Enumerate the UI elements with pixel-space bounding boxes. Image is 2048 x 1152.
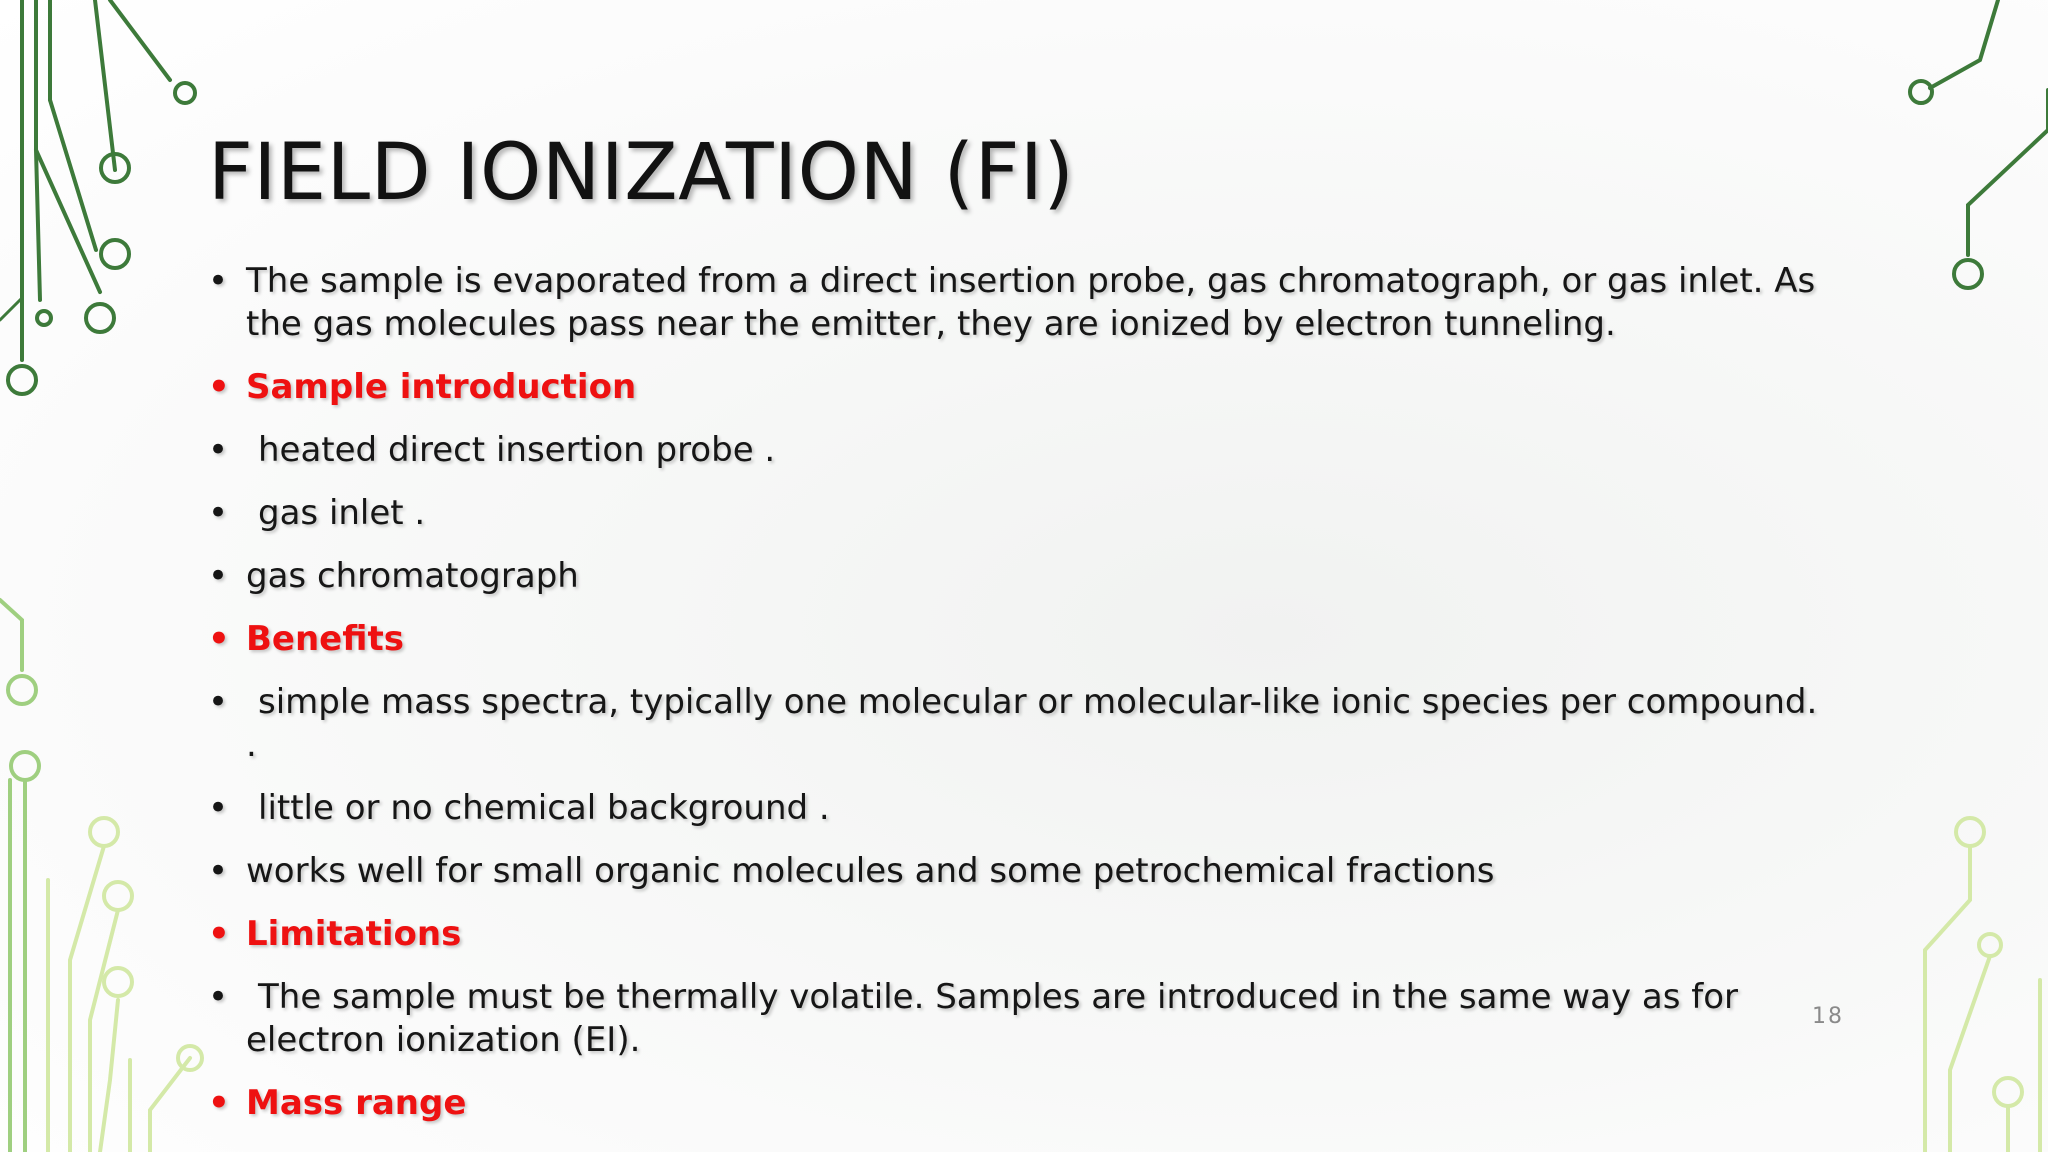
bullet-text: Limitations [246, 914, 462, 954]
bullet-text: works well for small organic molecules and some petrochemical fractions [246, 851, 1495, 891]
bullet-item [208, 976, 1828, 1062]
bullet-text: Benefits [246, 619, 404, 659]
bullet-text: gas inlet . [258, 493, 426, 533]
bullet-list [208, 260, 1828, 1145]
bullet-text: little or no chemical background . [258, 788, 830, 828]
bullet-text: simple mass spectra, typically one molecular or molecular-like ionic species per compound. . [246, 682, 1818, 765]
bullet-item [208, 787, 1828, 830]
section-heading-benefits [208, 618, 1828, 661]
bullet-item [208, 492, 1828, 535]
circuit-bottom-right [1925, 818, 2040, 1152]
bullet-item [208, 850, 1828, 893]
bullet-item [208, 555, 1828, 598]
circuit-top-right [1910, 0, 2048, 288]
bullet-item [208, 260, 1828, 346]
bullet-text: The sample must be thermally volatile. Samples are introduced in the same way as for electron ionization (EI). [246, 977, 1738, 1060]
section-heading-sample-introduction [208, 366, 1828, 409]
bullet-text: Mass range [246, 1083, 467, 1123]
bullet-item [208, 681, 1828, 767]
bullet-item [208, 429, 1828, 472]
circuit-top-left [0, 0, 195, 394]
section-heading-limitations [208, 913, 1828, 956]
bullet-text: Sample introduction [246, 367, 637, 407]
bullet-text: The sample is evaporated from a direct insertion probe, gas chromatograph, or gas inlet. As the gas molecules pass near the emitter, they are ionized by electron tunneling. [246, 261, 1816, 344]
section-heading-mass-range [208, 1082, 1828, 1125]
slide-title: FIELD IONIZATION (FI) [208, 128, 1075, 218]
slide-page-number: 18 [1812, 1004, 1844, 1029]
bullet-text: heated direct insertion probe . [258, 430, 776, 470]
circuit-bottom-left-pale [48, 818, 202, 1152]
bullet-text: gas chromatograph [246, 556, 579, 596]
circuit-bottom-left [0, 600, 39, 1152]
